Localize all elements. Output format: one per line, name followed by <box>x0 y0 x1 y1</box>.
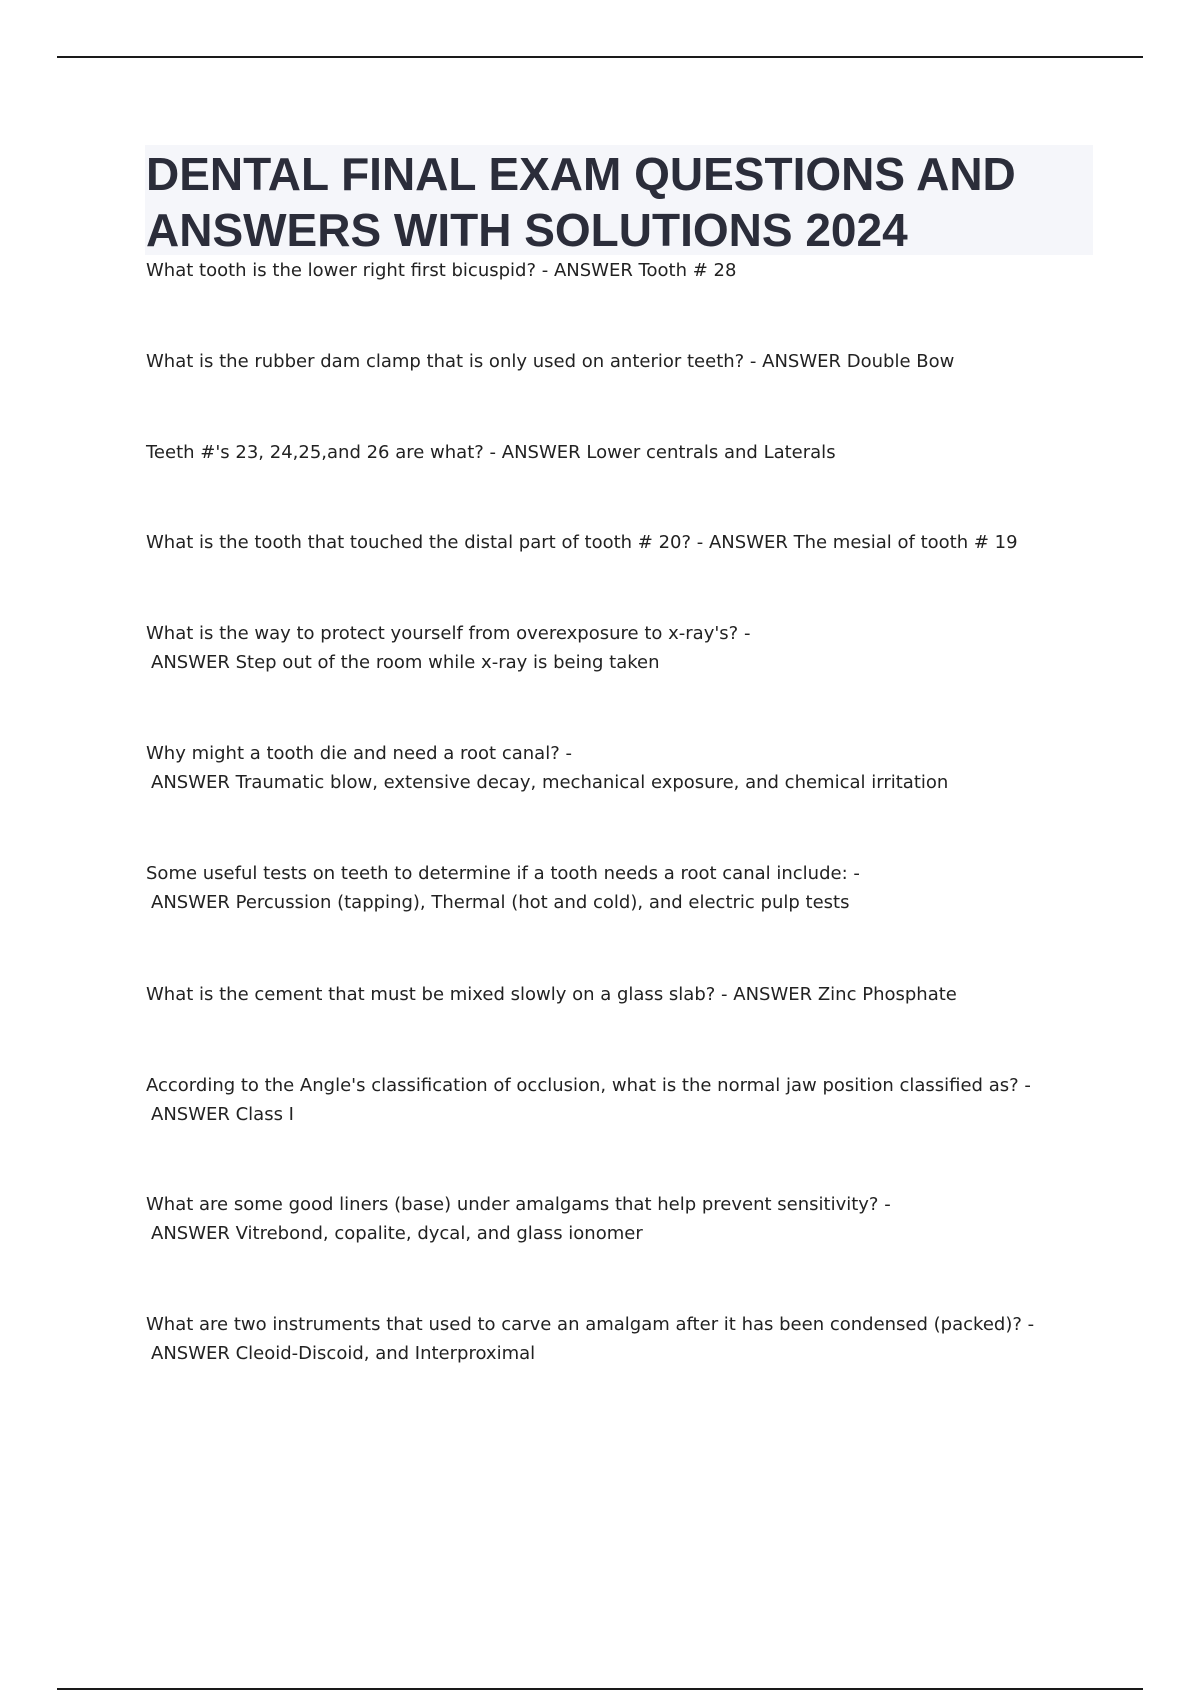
question: What is the cement that must be mixed slowly on a glass slab? - <box>146 984 734 1005</box>
question: What tooth is the lower right first bicuspid? - <box>146 260 554 281</box>
document-title: DENTAL FINAL EXAM QUESTIONS AND ANSWERS WITH SOLUTIONS 2024 <box>146 148 1016 256</box>
qa-item-7 <box>146 859 1106 917</box>
qa-item-11 <box>146 1310 1106 1368</box>
answer: ANSWER Tooth # 28 <box>553 260 737 281</box>
answer: ANSWER Vitrebond, copalite, dycal, and glass ionomer <box>151 1223 643 1244</box>
question: What is the way to protect yourself from overexposure to x-ray's? - <box>146 623 751 644</box>
question: What is the tooth that touched the distal part of tooth # 20? - <box>146 532 709 553</box>
top-rule <box>57 56 1143 58</box>
qa-item-9 <box>146 1071 1106 1129</box>
qa-item-3 <box>146 438 1106 467</box>
question: What is the rubber dam clamp that is only used on anterior teeth? - <box>146 351 763 372</box>
qa-item-4 <box>146 528 1106 557</box>
question: Some useful tests on teeth to determine if a tooth needs a root canal include: - <box>146 863 860 884</box>
question: Why might a tooth die and need a root canal? - <box>146 743 572 764</box>
answer: ANSWER Percussion (tapping), Thermal (hot and cold), and electric pulp tests <box>151 892 850 913</box>
answer: ANSWER Lower centrals and Laterals <box>501 442 836 463</box>
question: What are some good liners (base) under amalgams that help prevent sensitivity? - <box>146 1194 891 1215</box>
bottom-rule <box>57 1688 1143 1690</box>
answer: ANSWER Cleoid-Discoid, and Interproximal <box>151 1343 536 1364</box>
answer: ANSWER Zinc Phosphate <box>733 984 957 1005</box>
qa-item-2 <box>146 347 1106 376</box>
qa-item-10 <box>146 1190 1106 1248</box>
qa-item-8 <box>146 980 1106 1009</box>
answer: ANSWER Double Bow <box>762 351 955 372</box>
question: What are two instruments that used to carve an amalgam after it has been condensed (packed)? - <box>146 1314 1035 1335</box>
qa-item-6 <box>146 739 1106 797</box>
question: Teeth #'s 23, 24,25,and 26 are what? - <box>146 442 502 463</box>
qa-item-1 <box>146 256 1106 285</box>
answer: ANSWER The mesial of tooth # 19 <box>708 532 1018 553</box>
question: According to the Angle's classification of occlusion, what is the normal jaw position classified as? - <box>146 1075 1031 1096</box>
answer: ANSWER Traumatic blow, extensive decay, mechanical exposure, and chemical irritation <box>151 772 949 793</box>
answer: ANSWER Step out of the room while x-ray is being taken <box>151 652 660 673</box>
answer: ANSWER Class I <box>151 1104 294 1125</box>
qa-item-5 <box>146 619 1106 677</box>
